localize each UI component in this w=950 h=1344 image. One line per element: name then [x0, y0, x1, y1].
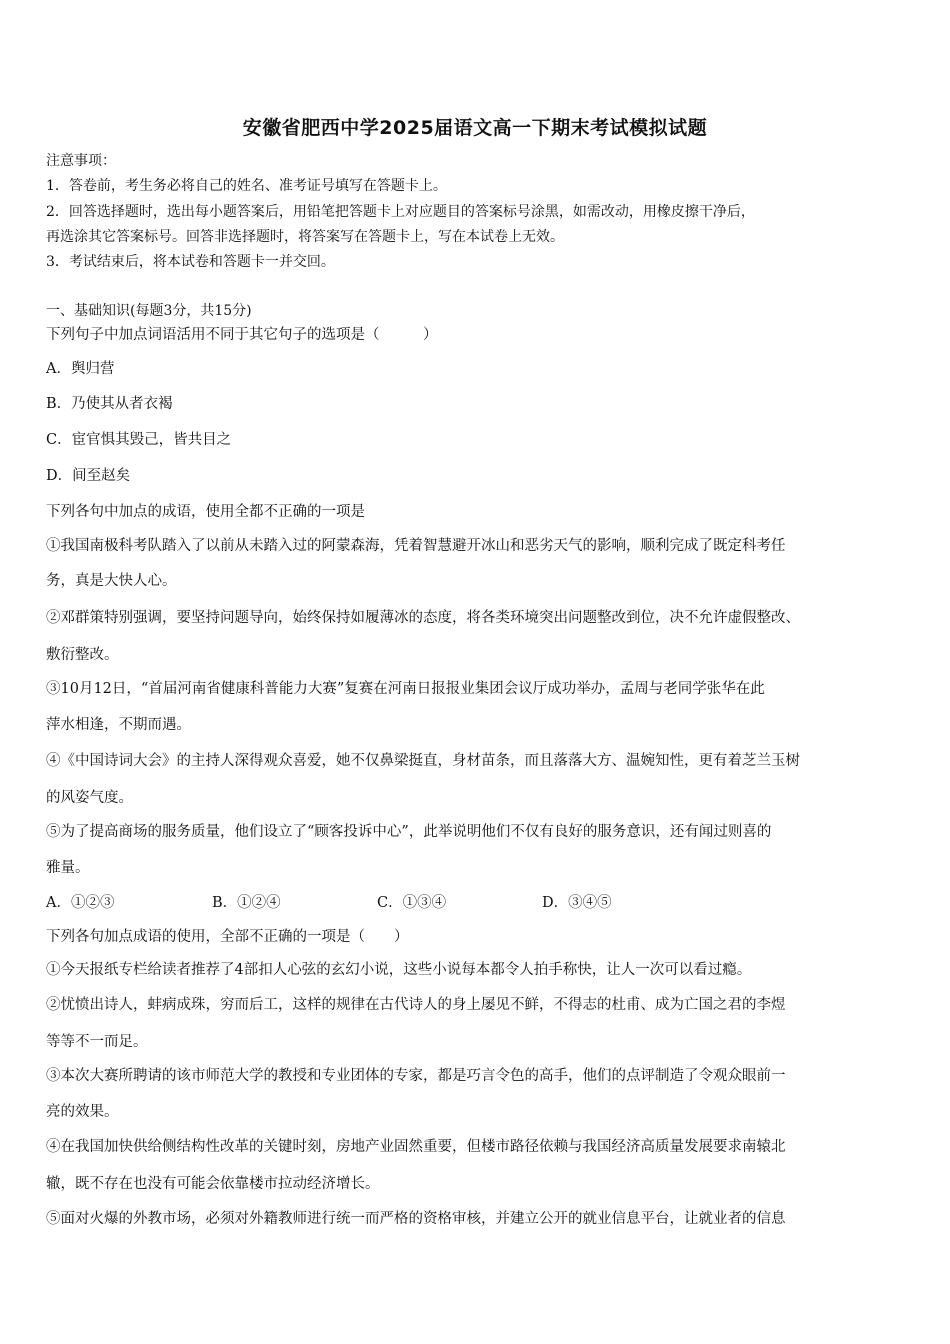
- q1-option-c: C．宦官惧其毁己，皆共目之: [46, 432, 232, 448]
- q2-sentence-2-line-2: 敷衍整改。: [46, 647, 119, 663]
- q3-sentence-3-line-1: ③本次大赛所聘请的该市师范大学的教授和专业团体的专家，都是巧言令色的高手，他们的点评制造了令观众眼前一: [46, 1068, 786, 1084]
- notice-item-2-line-1: 2．回答选择题时，选出每小题答案后，用铅笔把答题卡上对应题目的答案标号涂黑，如需改动，用橡皮擦干净后，: [46, 204, 755, 220]
- q2-sentence-1-line-1: ①我国南极科考队踏入了以前从未踏入过的阿蒙森海，凭着智慧避开冰山和恶劣天气的影响，顺利完成了既定科考任: [46, 538, 786, 554]
- q2-sentence-3-line-2: 萍水相逢，不期而遇。: [46, 717, 191, 733]
- q1-stem: 下列句子中加点词语活用不同于其它句子的选项是（ ）: [46, 327, 438, 343]
- q3-sentence-4-line-1: ④在我国加快供给侧结构性改革的关键时刻，房地产业固然重要，但楼市路径依赖与我国经济高质量发展要求南辕北: [46, 1139, 786, 1155]
- q2-sentence-4-line-1: ④《中国诗词大会》的主持人深得观众喜爱，她不仅鼻梁挺直，身材苗条，而且落落大方、温婉知性，更有着芝兰玉树: [46, 753, 800, 769]
- q2-stem: 下列各句中加点的成语，使用全都不正确的一项是: [46, 504, 365, 520]
- q3-sentence-1-line-1: ①今天报纸专栏给读者推荐了4部扣人心弦的玄幻小说，这些小说每本都令人拍手称快，让人一次可以看过瘾。: [46, 962, 752, 978]
- notice-heading: 注意事项：: [46, 153, 116, 169]
- q2-sentence-4-line-2: 的风姿气度。: [46, 790, 133, 806]
- q1-option-d: D．间至赵矣: [46, 468, 131, 484]
- page-title: 安徽省肥西中学2025届语文高一下期末考试模拟试题: [242, 117, 708, 139]
- q3-sentence-4-line-2: 辙，既不存在也没有可能会依靠楼市拉动经济增长。: [46, 1176, 380, 1192]
- q2-sentence-5-line-1: ⑤为了提高商场的服务质量，他们设立了“顾客投诉中心”，此举说明他们不仅有良好的服务意识，还有闻过则喜的: [46, 824, 772, 840]
- notice-item-3: 3．考试结束后，将本试卷和答题卡一并交回。: [46, 254, 335, 270]
- q2-sentence-1-line-2: 务，真是大快人心。: [46, 573, 177, 589]
- q1-option-b: B．乃使其从者衣褐: [46, 396, 173, 412]
- section-heading: 一、基础知识(每题3分，共15分): [46, 303, 252, 319]
- q2-sentence-3-line-1: ③10月12日，“首届河南省健康科普能力大赛”复赛在河南日报报业集团会议厅成功举办，孟周与老同学张华在此: [46, 681, 765, 697]
- q3-sentence-2-line-1: ②忧愤出诗人，蚌病成珠，穷而后工，这样的规律在古代诗人的身上屡见不鲜，不得志的杜甫、成为亡国之君的李煜: [46, 997, 786, 1013]
- q3-sentence-3-line-2: 亮的效果。: [46, 1104, 119, 1120]
- q3-stem: 下列各句加点成语的使用，全部不正确的一项是（ ）: [46, 929, 409, 945]
- q3-sentence-5-line-1: ⑤面对火爆的外教市场，必须对外籍教师进行统一而严格的资格审核，并建立公开的就业信息平台，让就业者的信息: [46, 1211, 786, 1227]
- q2-sentence-2-line-1: ②邓群策特别强调，要坚持问题导向，始终保持如履薄冰的态度，将各类环境突出问题整改到位，决不允许虚假整改、: [46, 610, 800, 626]
- q2-option-a: A．①②③: [46, 895, 115, 911]
- q2-options: [46, 893, 906, 913]
- q2-sentence-5-line-2: 雅量。: [46, 860, 90, 876]
- q1-option-a: A．舆归营: [46, 361, 115, 377]
- q2-option-c: C．①③④: [377, 895, 447, 911]
- q2-option-b: B．①②④: [212, 895, 281, 911]
- q3-sentence-2-line-2: 等等不一而足。: [46, 1034, 148, 1050]
- q2-option-d: D．③④⑤: [542, 895, 612, 911]
- notice-item-1: 1．答卷前，考生务必将自己的姓名、准考证号填写在答题卡上。: [46, 178, 447, 194]
- notice-item-2-line-2: 再选涂其它答案标号。回答非选择题时，将答案写在答题卡上，写在本试卷上无效。: [46, 229, 564, 245]
